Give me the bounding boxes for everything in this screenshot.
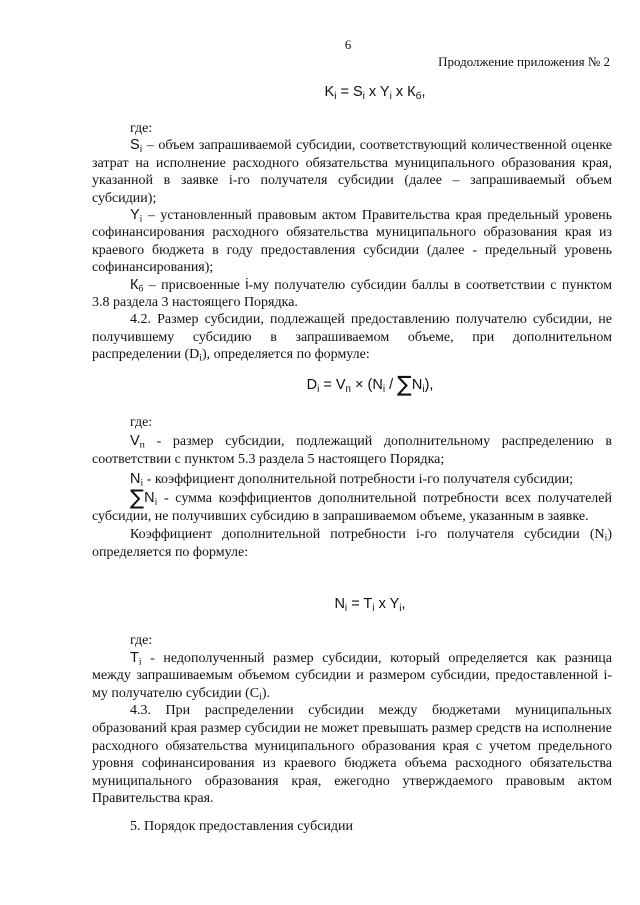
- text-segment: x Y: [364, 84, 390, 100]
- sum-symbol: ∑: [130, 485, 145, 510]
- text-segment: N: [411, 377, 423, 393]
- definition-s: [92, 137, 612, 207]
- text-segment: /: [385, 377, 398, 393]
- text-segment: N: [334, 596, 345, 612]
- subscript: i: [199, 353, 202, 365]
- text-segment: – установленный правовым актом Правительства края предельный уровень софинансирования расходного обязательства муниципального образования края из краевого бюджета в году предоставления субсидии (далее - предельный уровень софинансирования);: [92, 208, 612, 276]
- text-segment: ,: [421, 84, 426, 100]
- subscript: i: [389, 90, 392, 102]
- subscript: б: [138, 283, 144, 295]
- variable-symbol: N: [144, 489, 155, 506]
- page-number: 6: [344, 37, 352, 52]
- formula-n: [300, 596, 440, 612]
- subscript: i: [372, 602, 375, 614]
- text-segment: 4.2. Размер субсидии, подлежащей предоставлению получателю субсидии, не получившему субсидию в запрашиваемом объеме, при дополнительном распределении (D: [92, 312, 612, 363]
- text-segment: - недополученный размер субсидии, который определяется как разница между запрашиваемым объемом субсидии и размером субсидии, предоставленной i-му получателю субсидии (C: [92, 650, 612, 701]
- definitions-block-2: [92, 414, 612, 563]
- clause-4-3: 4.3. При распределении субсидии между бюджетами муниципальных образований края размер субсидии не может превышать размер средств на исполнение расходного обязательства муниципального образования края с учетом предельного уровня софинансирования из краевого бюджета объема расходного обязательства муниципального образования края, ежегодно утверждаемого правовым актом Правительства края.: [92, 703, 612, 807]
- variable-symbol: V: [130, 433, 140, 450]
- text-segment: ),: [424, 377, 434, 393]
- definition-k: [92, 277, 612, 312]
- where-label: где:: [130, 633, 153, 648]
- subscript: б: [415, 90, 422, 102]
- variable-symbol: S: [130, 137, 140, 154]
- text-segment: ).: [261, 685, 271, 701]
- subscript: i: [334, 90, 337, 102]
- definition-v: [92, 432, 612, 469]
- subscript: п: [139, 439, 145, 451]
- subscript: i: [139, 144, 143, 156]
- subscript: i: [259, 691, 262, 703]
- subscript: i: [317, 383, 320, 395]
- text-segment: ) определяется по формуле:: [92, 527, 612, 561]
- definition-n: [92, 470, 612, 489]
- text-segment: D: [306, 377, 318, 393]
- subscript: i: [139, 213, 143, 225]
- subscript: i: [344, 602, 348, 614]
- definition-y: [92, 207, 612, 277]
- text-segment: = S: [336, 84, 363, 100]
- text-segment: × (N: [351, 377, 383, 393]
- subscript: i: [140, 477, 144, 489]
- text-segment: Коэффициент дополнительной потребности i-го получателя субсидии (N: [130, 527, 605, 543]
- text-segment: = V: [319, 377, 346, 393]
- subscript: i: [382, 383, 386, 395]
- variable-symbol: К: [130, 276, 139, 293]
- subscript: п: [345, 383, 351, 395]
- text-segment: - размер субсидии, подлежащий дополнительному распределению в соответствии с пунктом 5.3 раздела 5 настоящего Порядка;: [92, 434, 612, 468]
- text-segment: x Y: [374, 596, 400, 612]
- subscript: i: [362, 90, 365, 102]
- clause-4-2: [92, 311, 612, 363]
- subscript: i: [154, 496, 158, 508]
- text-segment: - коэффициент дополнительной потребности i-го получателя субсидии;: [143, 471, 574, 487]
- text-segment: K: [324, 84, 335, 100]
- subscript: i: [604, 532, 608, 544]
- text-segment: – объем запрашиваемой субсидии, соответствующий количественной оценке затрат на исполнение расходного обязательства муниципального образования края, указанной в заявке i-го получателя субсидии (далее – запрашиваемый объем субсидии);: [92, 138, 612, 206]
- coefficient-text: [92, 526, 612, 562]
- definitions-block-3: [92, 632, 612, 808]
- section-5-title: 5. Порядок предоставления субсидии: [130, 819, 354, 834]
- formula-d: [270, 372, 470, 398]
- text-segment: -му получателю субсидии баллы в соответствии с пунктом 3.8 раздела 3 настоящего Порядка.: [92, 277, 612, 311]
- definition-sum: [92, 485, 612, 526]
- definition-t: [92, 650, 612, 703]
- formula-k: [290, 84, 460, 100]
- variable-symbol: N: [130, 470, 141, 487]
- variable-symbol: i: [245, 276, 249, 293]
- subscript: i: [138, 656, 142, 668]
- variable-symbol: T: [130, 649, 139, 666]
- definitions-block-1: [92, 120, 612, 364]
- variable-symbol: Y: [130, 207, 140, 224]
- appendix-continuation-label: Продолжение приложения № 2: [438, 54, 610, 69]
- subscript: i: [399, 602, 402, 614]
- text-segment: ,: [401, 596, 406, 612]
- where-label: где:: [130, 121, 153, 136]
- subscript: i: [422, 383, 425, 395]
- text-segment: x К: [391, 84, 416, 100]
- sum-symbol: ∑: [397, 372, 412, 398]
- section-5-heading-block: [92, 818, 612, 836]
- text-segment: – присвоенные: [143, 277, 246, 293]
- text-segment: ), определяется по формуле:: [201, 347, 370, 363]
- where-label: где:: [130, 415, 153, 430]
- text-segment: - сумма коэффициентов дополнительной потребности всех получателей субсидии, не получивших субсидию в запрашиваемом объеме, указанным в заявке.: [92, 490, 612, 525]
- text-segment: = T: [347, 596, 373, 612]
